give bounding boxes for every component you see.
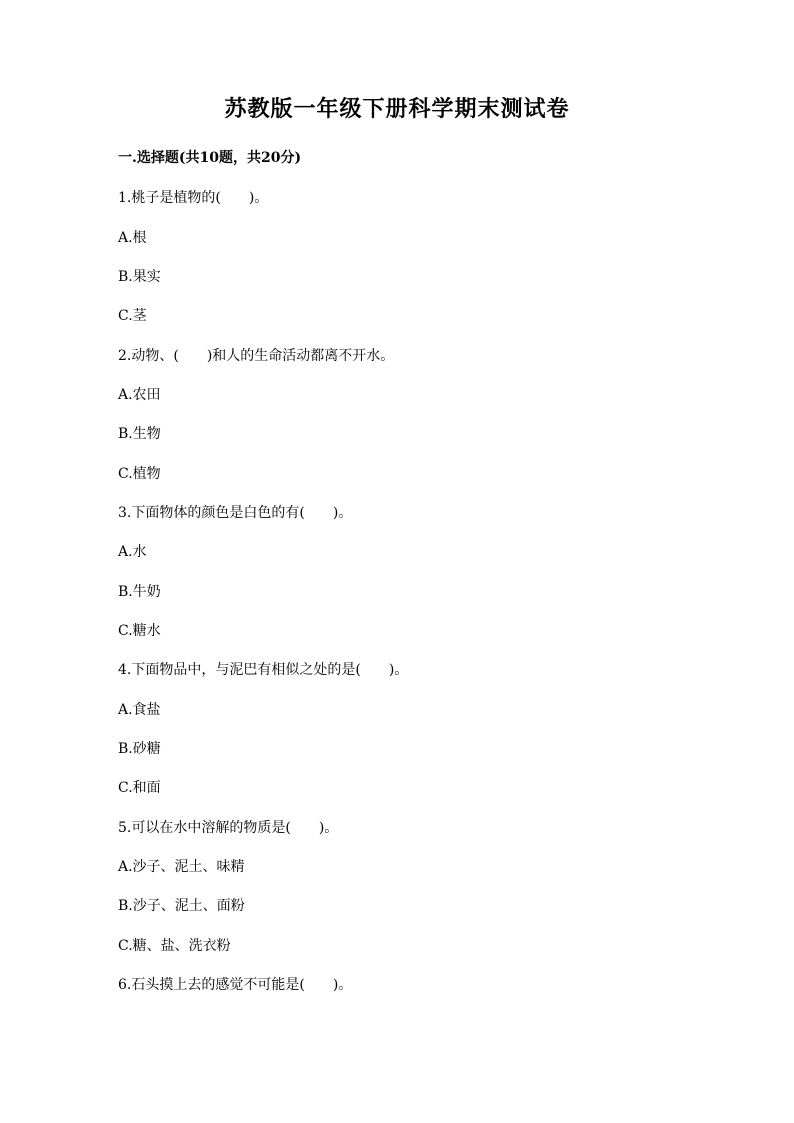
question-3-option-b: B.牛奶 <box>118 584 161 600</box>
question-stem-3: 3.下面物体的颜色是白色的有( )。 <box>118 505 353 521</box>
question-1-option-c: C.茎 <box>118 308 147 324</box>
question-5-option-a: A.沙子、泥土、味精 <box>118 859 245 875</box>
question-stem-5: 5.可以在水中溶解的物质是( )。 <box>118 820 339 836</box>
question-2-option-c: C.植物 <box>118 466 161 482</box>
question-4-option-c: C.和面 <box>118 780 161 796</box>
question-1-option-b: B.果实 <box>118 269 161 285</box>
question-5-option-b: B.沙子、泥土、面粉 <box>118 898 245 914</box>
section-heading: 一.选择题(共10题，共20分) <box>118 150 302 166</box>
question-4-option-a: A.食盐 <box>118 702 161 718</box>
question-4-option-b: B.砂糖 <box>118 741 161 757</box>
question-3-option-a: A.水 <box>118 544 147 560</box>
question-1-option-a: A.根 <box>118 230 147 246</box>
page-title: 苏教版一年级下册科学期末测试卷 <box>224 96 570 122</box>
question-stem-1: 1.桃子是植物的( )。 <box>118 190 269 206</box>
question-2-option-a: A.农田 <box>118 387 161 403</box>
question-5-option-c: C.糖、盐、洗衣粉 <box>118 938 231 954</box>
question-2-option-b: B.生物 <box>118 426 161 442</box>
question-stem-6: 6.石头摸上去的感觉不可能是( )。 <box>118 977 353 993</box>
question-stem-4: 4.下面物品中，与泥巴有相似之处的是( )。 <box>118 662 409 678</box>
question-3-option-c: C.糖水 <box>118 623 161 639</box>
question-stem-2: 2.动物、( )和人的生命活动都离不开水。 <box>118 348 395 364</box>
